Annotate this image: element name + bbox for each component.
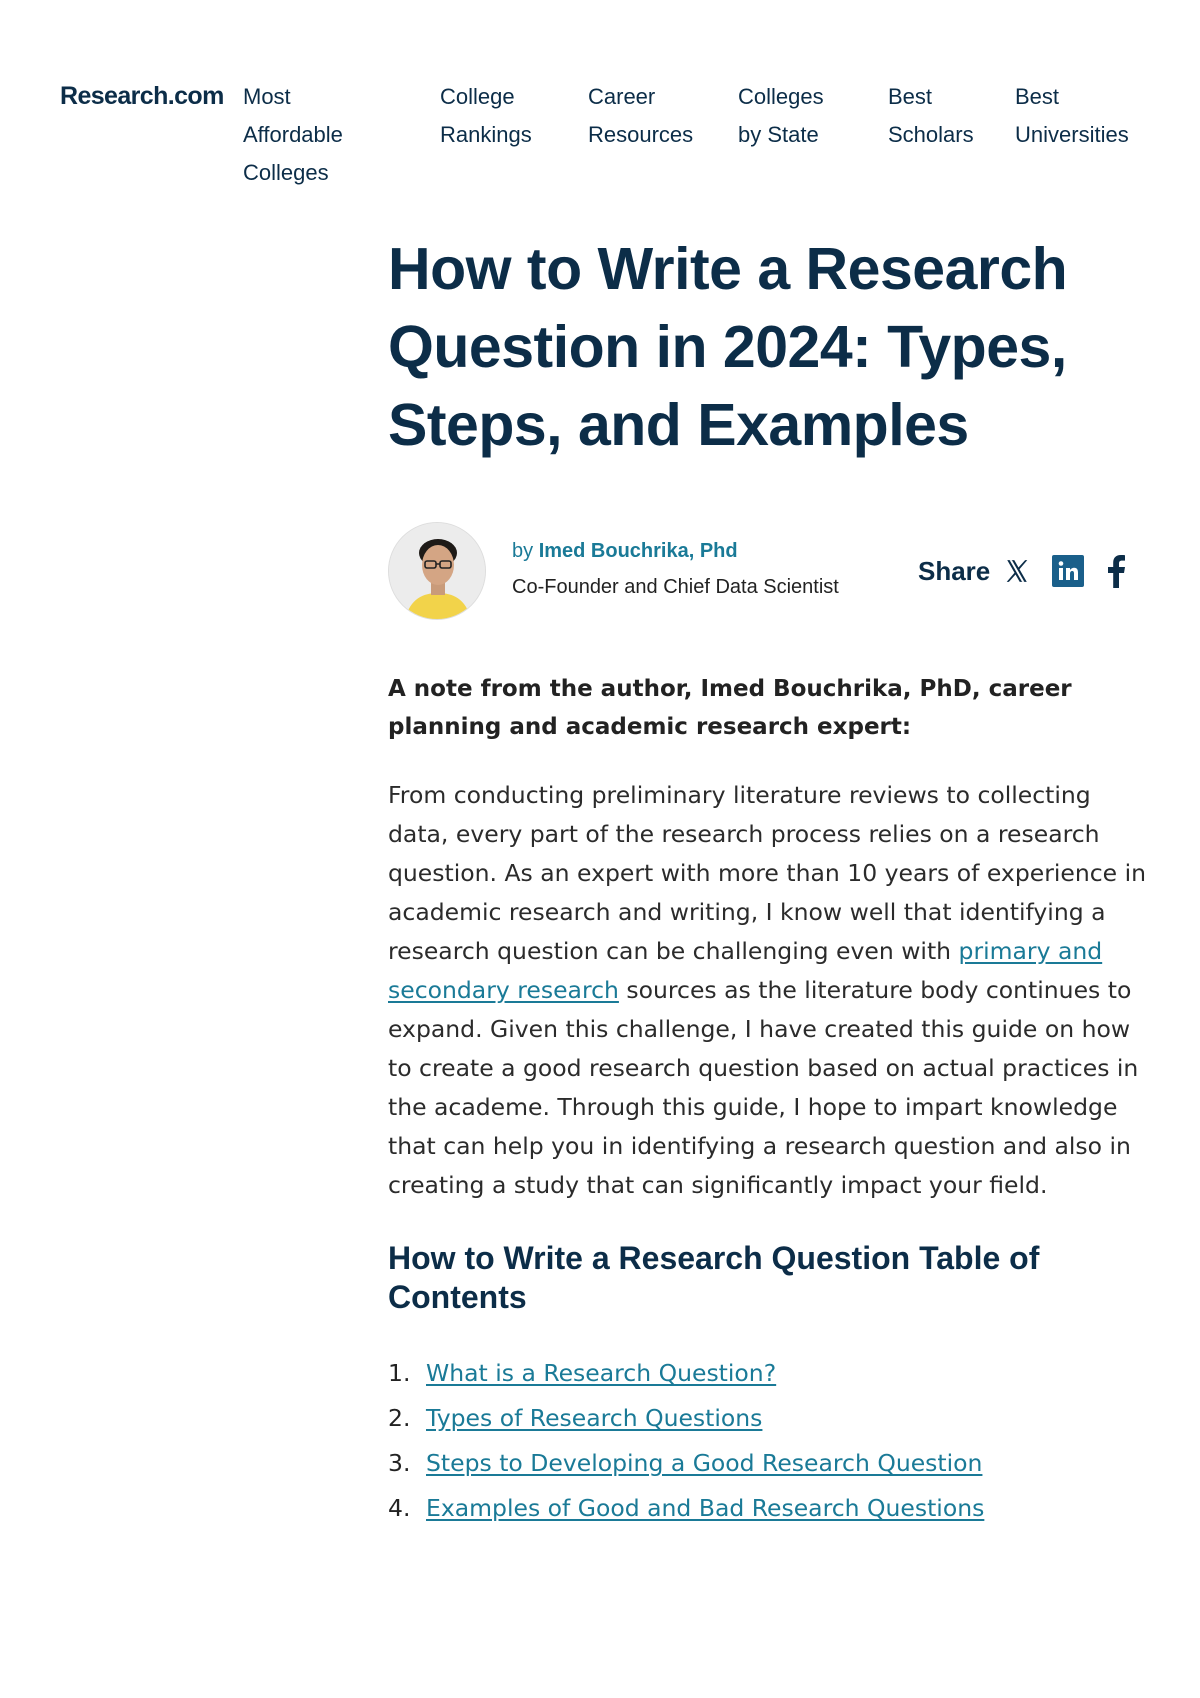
toc-number: 1. — [388, 1359, 411, 1387]
toc-item — [388, 1441, 1148, 1486]
nav-colleges-by-state[interactable]: Colleges by State — [738, 84, 824, 147]
facebook-icon[interactable] — [1106, 554, 1126, 588]
nav-most-affordable-colleges[interactable]: Most Affordable Colleges — [243, 84, 343, 185]
site-logo[interactable]: Research.com — [60, 82, 224, 110]
toc-link-types-of-research-questions[interactable]: Types of Research Questions — [426, 1404, 763, 1432]
x-icon[interactable] — [1004, 558, 1030, 584]
article — [388, 230, 1148, 1531]
nav-college-rankings[interactable]: College Rankings — [440, 84, 532, 147]
author-role: Co-Founder and Chief Data Scientist — [512, 576, 839, 598]
intro-paragraph — [388, 776, 1148, 1205]
intro-text-before-link: From conducting preliminary literature reviews to collecting data, every part of the research process relies on a research question. As an expert with more than 10 years of experience in academic research and writing, I know well that identifying a research question can be challenging even with — [388, 781, 1147, 965]
table-of-contents — [388, 1351, 1148, 1531]
toc-link-what-is-research-question[interactable]: What is a Research Question? — [426, 1359, 777, 1387]
by-label: by — [512, 540, 534, 562]
author-note: A note from the author, Imed Bouchrika, PhD, career planning and academic research expert: — [388, 676, 1072, 740]
primary-secondary-research-link[interactable]: primary and secondary research — [388, 937, 1103, 1004]
article-title: How to Write a Research Question in 2024: Types, Steps, and Examples — [388, 236, 1068, 458]
toc-link-steps-to-developing[interactable]: Steps to Developing a Good Research Question — [426, 1449, 983, 1477]
nav-best-universities[interactable]: Best Universities — [1015, 84, 1129, 147]
linkedin-icon[interactable] — [1052, 555, 1084, 587]
toc-item — [388, 1351, 1148, 1396]
toc-number: 3. — [388, 1449, 411, 1477]
nav-career-resources[interactable]: Career Resources — [588, 84, 694, 147]
toc-item — [388, 1396, 1148, 1441]
share-bar — [918, 554, 1126, 588]
toc-number: 2. — [388, 1404, 411, 1432]
author-name-line — [512, 540, 738, 563]
nav-best-scholars[interactable]: Best Scholars — [888, 84, 974, 147]
toc-heading: How to Write a Research Question Table of Contents — [388, 1240, 1040, 1315]
intro-text-after-link: sources as the literature body continues to expand. Given this challenge, I have created this guide on how to create a good research question based on actual practices in the academe. Through this guide, I hope to impart knowledge that can help you in identifying a research question and also in creating a study that can significantly impact your field. — [388, 976, 1139, 1199]
author-avatar[interactable] — [388, 522, 486, 620]
author-name-link[interactable]: Imed Bouchrika, Phd — [538, 540, 738, 562]
toc-link-examples-good-bad[interactable]: Examples of Good and Bad Research Questions — [426, 1494, 985, 1522]
author-photo-icon — [389, 523, 486, 620]
toc-number: 4. — [388, 1494, 411, 1522]
toc-item — [388, 1486, 1148, 1531]
share-label: Share — [918, 555, 991, 586]
author-byline — [388, 522, 1148, 622]
